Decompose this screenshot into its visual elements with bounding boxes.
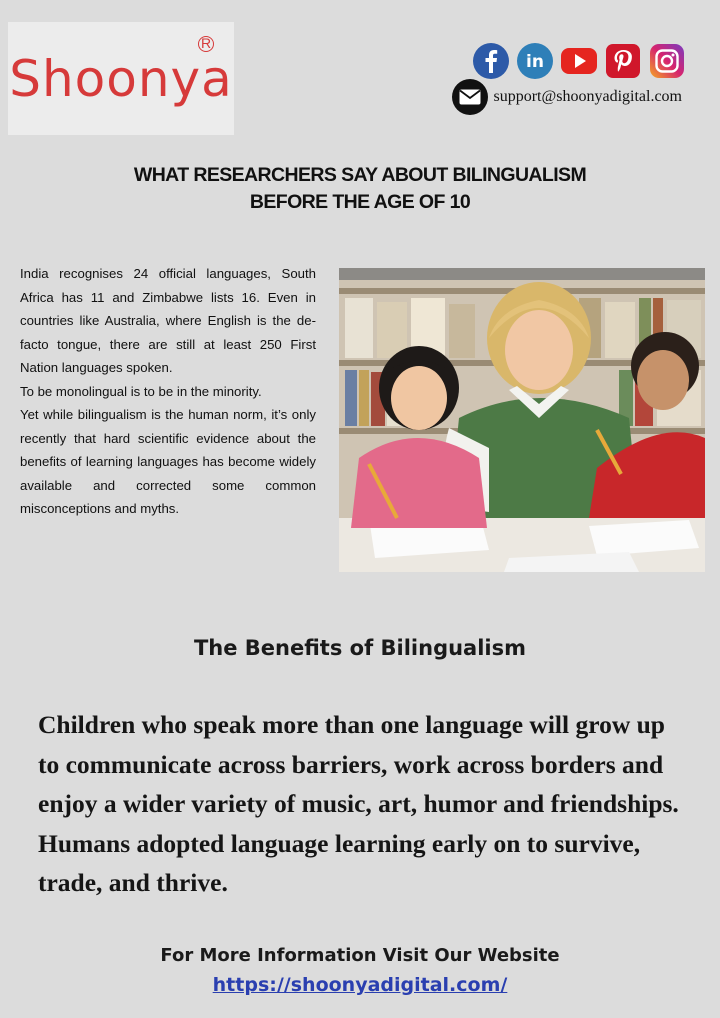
- mail-icon[interactable]: [452, 79, 488, 115]
- support-email[interactable]: support@shoonyadigital.com: [493, 88, 682, 105]
- intro-paragraph-1: India recognises 24 official languages, South Africa has 11 and Zimbabwe lists 16. Even in countries like Australia, where English is the de-facto tongue, there are still at least 250 First Nation languages spoken.: [20, 266, 316, 375]
- svg-text:in: in: [526, 52, 544, 72]
- intro-paragraph-3: Yet while bilingualism is the human norm, it’s only recently that hard scientific evidence about the benefits of learning languages has become widely available and corrected some common misconceptions and myths.: [20, 407, 316, 516]
- logo: [8, 22, 234, 135]
- benefits-body: Children who speak more than one language will grow up to communicate across barriers, work across borders and enjoy a wider variety of music, art, humor and friendships. Humans adopted language learning early on to survive, trade, and thrive.: [38, 710, 679, 897]
- classroom-photo: [339, 268, 705, 572]
- page-title: [0, 162, 720, 216]
- linkedin-icon[interactable]: [516, 42, 554, 80]
- footer-label: For More Information Visit Our Website: [160, 945, 560, 966]
- youtube-icon[interactable]: [560, 42, 598, 80]
- logo-text: Shoonya: [9, 49, 233, 108]
- title-line-1: WHAT RESEARCHERS SAY ABOUT BILINGUALISM: [133, 164, 587, 186]
- pinterest-icon[interactable]: [604, 42, 642, 80]
- website-link[interactable]: https://shoonyadigital.com/: [212, 974, 508, 996]
- facebook-icon[interactable]: [472, 42, 510, 80]
- benefits-heading: The Benefits of Bilingualism: [193, 636, 527, 660]
- intro-paragraph-2: To be monolingual is to be in the minority.: [20, 383, 262, 399]
- contact: [452, 79, 683, 115]
- social-icons: [472, 42, 686, 80]
- instagram-icon[interactable]: [648, 42, 686, 80]
- intro-text: [20, 262, 316, 521]
- registered-mark: R: [198, 36, 214, 52]
- title-line-2: BEFORE THE AGE OF 10: [249, 191, 471, 213]
